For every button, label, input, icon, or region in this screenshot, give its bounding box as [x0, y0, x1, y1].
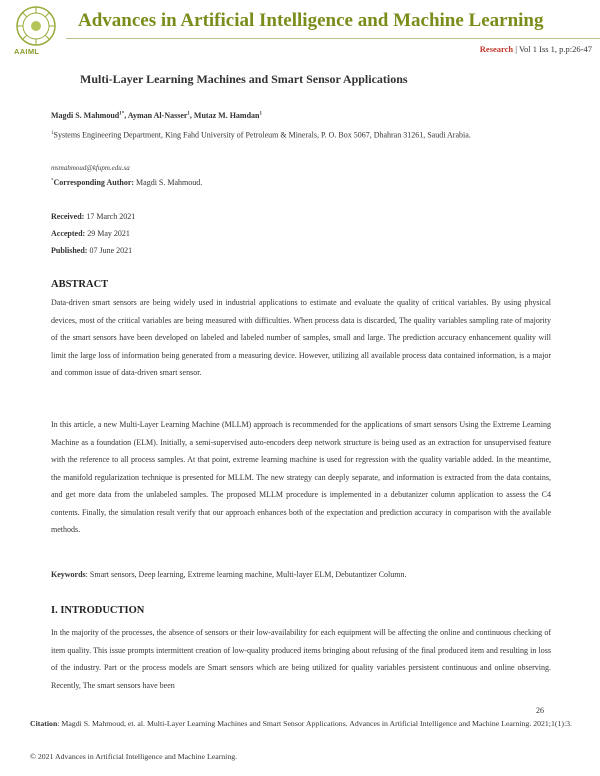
received-date: [51, 212, 135, 221]
author-name: Magdi S. Mahmoud: [51, 111, 120, 120]
corresponding-label: Corresponding Author:: [53, 178, 135, 187]
affiliation-text: Systems Engineering Department, King Fahd University of Petroleum & Minerals, P. O. Box 5067, Dhahran 31261, Saudi Arabia.: [53, 130, 471, 140]
volume-info: | Vol 1 Iss 1, p.p:26-47: [513, 44, 592, 54]
abstract-paragraph-2: In this article, a new Multi-Layer Learning Machine (MLLM) approach is recommended for the applications of smart sensors Using the Extreme Learning Machine as a foundation (ELM). Initially, a semi-supervised auto-encoders deep network structure is being used as an extraction for unsupervised feature with the reference to all process samples. At that point, extreme learning machine is used for regression with the quality variable added. In the meantime, the manifold regularization technique is presented for MLLM. The new strategy can deeply separate, and information is extracted from the data contains, and get more data from the unlabeled samples. The proposed MLLM procedure is implemented in a debutanizer column application to assess the C4 contents. Finally, the simulation result verify that our approach enhances both of the expectation and prediction accuracy in comparison with the available methods.: [51, 420, 551, 534]
keywords-list: : Smart sensors, Deep learning, Extreme learning machine, Multi-layer ELM, Debutantizer Column.: [85, 570, 407, 579]
citation-label: Citation: [30, 719, 58, 728]
author-affiliation-marker: 1*: [119, 111, 125, 117]
citation-text: : Magdi S. Mahmoud, et. al. Multi-Layer Learning Machines and Smart Sensor Applications. Advances in Artificial Intelligence and Machine Learning. 2021;1(1):3.: [57, 719, 572, 728]
introduction-paragraph: In the majority of the processes, the absence of sensors or their low-availability for each equipment will be affecting the online and continuous checking of item quality. This issue prompts intermittent creation of low-quality produced items bringing about refusing of the final produced item and resulting in loss of the industry. Part or the process models are Smart sensors which are being utilized for quality variables persistent continuous and online observing. Recently, The smart sensors have been: [51, 628, 551, 690]
accepted-date: [51, 229, 130, 238]
published-value: 07 June 2021: [87, 246, 133, 255]
abstract-heading: ABSTRACT: [51, 279, 109, 290]
copyright: © 2021 Advances in Artificial Intelligence and Machine Learning.: [30, 752, 238, 761]
keywords: [51, 570, 406, 579]
introduction-heading: I. INTRODUCTION: [51, 605, 145, 616]
accepted-value: 29 May 2021: [85, 229, 130, 238]
author-name: Ayman Al-Nasser: [127, 111, 188, 120]
paper-title: Multi-Layer Learning Machines and Smart Sensor Applications: [80, 72, 408, 86]
header-divider: [66, 38, 600, 39]
affiliation-marker: 1: [51, 131, 54, 136]
author-list: Magdi S. Mahmoud$^{1*}$, Ayman Al-Nasser$^1$, Mutaz M. Hamdan$^1$: [51, 111, 262, 120]
citation: [30, 717, 580, 732]
keywords-label: Keywords: [51, 570, 86, 579]
corresponding-marker: *: [51, 178, 54, 184]
received-value: 17 March 2021: [84, 212, 136, 221]
corresponding-author: [51, 178, 202, 187]
page-number: 26: [536, 706, 544, 715]
received-label: Received:: [51, 212, 85, 221]
article-type-info: [480, 44, 592, 54]
author-affiliation-marker: 1: [259, 111, 262, 117]
logo-text: AAIML: [14, 47, 40, 56]
abstract-paragraph-1: Data-driven smart sensors are being widely used in industrial applications to estimate and evaluate the quality of critical variables. By using physical devices, most of the critical variables are being measured with difficulties. When process data is discarded, The quality variables sampling rate of majority of the smart sensors have been developed on labeled and labeled number of samples, small and large. The prediction accuracy enhancement quality will limit the large loss of information being generated from a measuring device. However, utilizing all available process data contained information, is a major and common issue of data-driven smart sensor.: [51, 298, 551, 377]
journal-title: Advances in Artificial Intelligence and Machine Learning: [78, 10, 544, 31]
research-label: Research: [479, 44, 514, 54]
author-name: Mutaz M. Hamdan: [193, 111, 260, 120]
published-date: [51, 246, 132, 255]
accepted-label: Accepted:: [51, 229, 86, 238]
published-label: Published:: [51, 246, 88, 255]
author-affiliation-marker: 1: [187, 111, 190, 117]
author-email[interactable]: msmahmoud@kfupm.edu.sa: [51, 164, 130, 172]
corresponding-name: Magdi S. Mahmoud.: [134, 178, 203, 187]
affiliation: [51, 126, 561, 144]
